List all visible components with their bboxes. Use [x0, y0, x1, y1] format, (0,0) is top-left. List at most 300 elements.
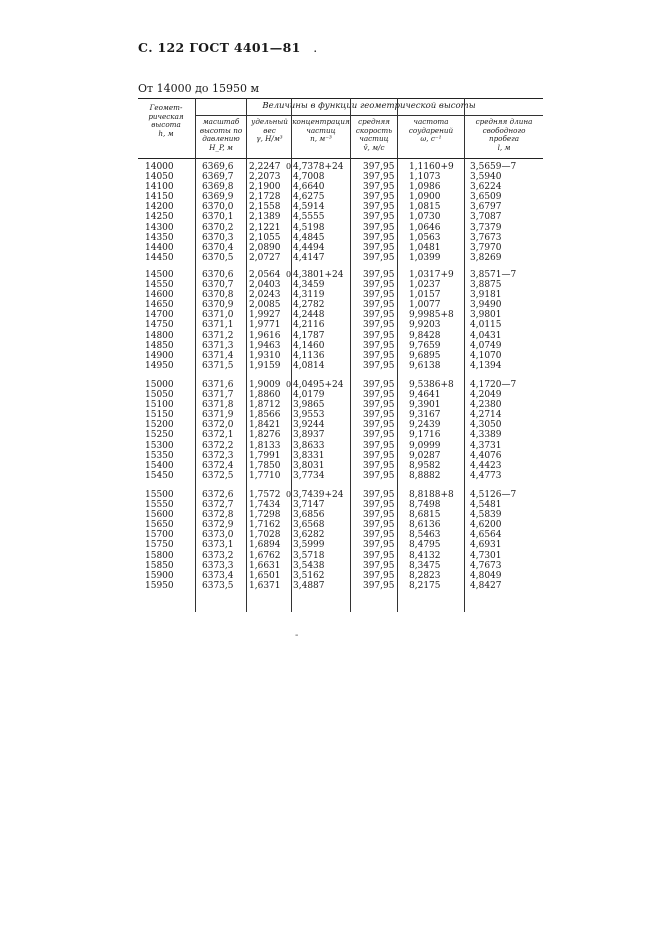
cell-v: 397,95 — [363, 340, 395, 351]
cell-height: 14700 — [145, 310, 174, 321]
cell-l: 4,2049 — [470, 390, 502, 401]
cell-gamma: 1,7298 — [249, 510, 281, 521]
cell-gamma: 1,9009 — [249, 380, 281, 390]
table-row — [138, 461, 543, 471]
cell-l: 4,4773 — [470, 470, 502, 481]
cell-height: 15500 — [145, 490, 174, 500]
cell-v: 397,95 — [363, 202, 395, 213]
cell-gamma: 1,9310 — [249, 350, 281, 361]
cell-gamma: 1,7850 — [249, 460, 281, 471]
table-row — [138, 400, 543, 410]
cell-hp: 6371,9 — [202, 410, 234, 421]
cell-v: 397,95 — [363, 580, 395, 591]
cell-gamma: 2,0085 — [249, 300, 281, 311]
cell-omega: 1,1073 — [409, 172, 441, 183]
cell-v: 397,95 — [363, 430, 395, 441]
table-row — [138, 280, 543, 290]
cell-hp: 6369,6 — [202, 162, 234, 172]
cell-hp: 6373,5 — [202, 580, 234, 591]
cell-n: 3,7734 — [293, 470, 325, 481]
cell-hp: 6372,7 — [202, 500, 234, 511]
cell-l: 4,8049 — [470, 570, 502, 581]
cell-l: 3,7087 — [470, 212, 502, 223]
cell-v: 397,95 — [363, 172, 395, 183]
cell-v: 397,95 — [363, 270, 395, 280]
cell-omega: 1,0815 — [409, 202, 441, 213]
cell-height: 15250 — [145, 430, 174, 441]
cell-gamma: 1,6762 — [249, 550, 281, 561]
cell-hp: 6373,1 — [202, 540, 234, 551]
cell-omega: 9,0999 — [409, 440, 441, 451]
cell-n: 4,6640 — [293, 182, 325, 193]
cell-omega: 9,2439 — [409, 420, 441, 431]
cell-height: 14150 — [145, 192, 174, 203]
cell-gamma: 1,8276 — [249, 430, 281, 441]
cell-n: 3,8031 — [293, 460, 325, 471]
cell-n: 3,7439+24 — [293, 490, 344, 500]
cell-n: 4,1787 — [293, 330, 325, 341]
cell-n: 4,4845 — [293, 232, 325, 243]
cell-height: 14350 — [145, 232, 174, 243]
table-row — [138, 172, 543, 182]
cell-hp: 6372,3 — [202, 450, 234, 461]
cell-v: 397,95 — [363, 440, 395, 451]
cell-hp: 6373,4 — [202, 570, 234, 581]
cell-l: 4,7301 — [470, 550, 502, 561]
cell-height: 15350 — [145, 450, 174, 461]
cell-omega: 1,0237 — [409, 280, 441, 291]
cell-n: 3,8633 — [293, 440, 325, 451]
cell-v: 397,95 — [363, 380, 395, 390]
cell-omega: 1,0646 — [409, 222, 441, 233]
cell-l: 4,1394 — [470, 360, 502, 371]
cell-n: 3,6568 — [293, 520, 325, 531]
cell-l: 4,5839 — [470, 510, 502, 521]
table-row — [138, 202, 543, 212]
cell-zero: 0 — [286, 270, 292, 279]
cell-hp: 6369,7 — [202, 172, 234, 183]
cell-v: 397,95 — [363, 242, 395, 253]
cell-n: 3,5438 — [293, 560, 325, 571]
cell-height: 15150 — [145, 410, 174, 421]
cell-gamma: 2,0727 — [249, 252, 281, 263]
cell-n: 4,7378+24 — [293, 162, 344, 172]
header-bottom-rule — [138, 158, 543, 159]
table-block — [138, 490, 543, 591]
cell-hp: 6372,9 — [202, 520, 234, 531]
cell-gamma: 1,7434 — [249, 500, 281, 511]
table-block — [138, 270, 543, 371]
cell-omega: 9,3167 — [409, 410, 441, 421]
cell-gamma: 1,8712 — [249, 400, 281, 411]
cell-hp: 6371,1 — [202, 320, 234, 331]
table-row — [138, 430, 543, 440]
cell-omega: 9,9203 — [409, 320, 441, 331]
table-row — [138, 471, 543, 481]
table-block — [138, 162, 543, 263]
cell-n: 4,6275 — [293, 192, 325, 203]
cell-hp: 6371,6 — [202, 380, 234, 390]
cell-height: 15550 — [145, 500, 174, 511]
cell-gamma: 1,7991 — [249, 450, 281, 461]
table-row — [138, 331, 543, 341]
cell-hp: 6370,8 — [202, 290, 234, 301]
cell-height: 14400 — [145, 242, 174, 253]
cell-v: 397,95 — [363, 162, 395, 172]
cell-gamma: 1,8566 — [249, 410, 281, 421]
cell-l: 4,1070 — [470, 350, 502, 361]
cell-v: 397,95 — [363, 350, 395, 361]
cell-omega: 9,6138 — [409, 360, 441, 371]
cell-hp: 6372,8 — [202, 510, 234, 521]
cell-hp: 6371,0 — [202, 310, 234, 321]
table-row — [138, 551, 543, 561]
cell-n: 4,7008 — [293, 172, 325, 183]
cell-omega: 8,8882 — [409, 470, 441, 481]
cell-hp: 6372,2 — [202, 440, 234, 451]
cell-v: 397,95 — [363, 232, 395, 243]
cell-l: 3,7379 — [470, 222, 502, 233]
cell-l: 4,3389 — [470, 430, 502, 441]
cell-l: 4,4423 — [470, 460, 502, 471]
cell-v: 397,95 — [363, 550, 395, 561]
cell-gamma: 2,1055 — [249, 232, 281, 243]
cell-zero: 0 — [286, 380, 292, 389]
table-row — [138, 320, 543, 330]
cell-height: 14200 — [145, 202, 174, 213]
cell-n: 3,5999 — [293, 540, 325, 551]
cell-l: 4,1720—7 — [470, 380, 517, 390]
cell-hp: 6370,9 — [202, 300, 234, 311]
cell-n: 3,8331 — [293, 450, 325, 461]
cell-v: 397,95 — [363, 520, 395, 531]
cell-n: 4,4147 — [293, 252, 325, 263]
cell-height: 14000 — [145, 162, 174, 172]
cell-gamma: 1,9463 — [249, 340, 281, 351]
cell-hp: 6372,4 — [202, 460, 234, 471]
cell-l: 3,8269 — [470, 252, 502, 263]
cell-n: 3,5162 — [293, 570, 325, 581]
cell-l: 3,9181 — [470, 290, 502, 301]
cell-gamma: 1,9771 — [249, 320, 281, 331]
cell-l: 4,5481 — [470, 500, 502, 511]
cell-omega: 9,1716 — [409, 430, 441, 441]
col-head-n: концентрация частиц n, м⁻³ — [292, 117, 350, 144]
cell-hp: 6373,3 — [202, 560, 234, 571]
cell-hp: 6371,2 — [202, 330, 234, 341]
cell-v: 397,95 — [363, 530, 395, 541]
cell-gamma: 2,1900 — [249, 182, 281, 193]
cell-gamma: 1,9159 — [249, 360, 281, 371]
cell-l: 4,0749 — [470, 340, 502, 351]
cell-omega: 1,0900 — [409, 192, 441, 203]
col-head-v: средняя скорость частиц v̄, м/с — [355, 117, 393, 152]
cell-omega: 9,9985+8 — [409, 310, 454, 321]
cell-height: 15950 — [145, 580, 174, 591]
table-row — [138, 410, 543, 420]
cell-gamma: 1,8421 — [249, 420, 281, 431]
table-row — [138, 530, 543, 540]
cell-gamma: 1,6631 — [249, 560, 281, 571]
cell-omega: 1,0986 — [409, 182, 441, 193]
table-row — [138, 310, 543, 320]
cell-v: 397,95 — [363, 450, 395, 461]
cell-n: 3,6282 — [293, 530, 325, 541]
cell-hp: 6372,0 — [202, 420, 234, 431]
cell-height: 15300 — [145, 440, 174, 451]
cell-hp: 6370,3 — [202, 232, 234, 243]
cell-height: 14600 — [145, 290, 174, 301]
header-tick: . — [313, 40, 318, 55]
cell-height: 14950 — [145, 360, 174, 371]
table-row — [138, 182, 543, 192]
cell-gamma: 1,7572 — [249, 490, 281, 500]
cell-omega: 1,0157 — [409, 290, 441, 301]
cell-n: 4,0814 — [293, 360, 325, 371]
cell-gamma: 1,9927 — [249, 310, 281, 321]
cell-hp: 6371,5 — [202, 360, 234, 371]
cell-n: 4,2448 — [293, 310, 325, 321]
cell-gamma: 1,7028 — [249, 530, 281, 541]
cell-height: 14050 — [145, 172, 174, 183]
cell-v: 397,95 — [363, 500, 395, 511]
cell-v: 397,95 — [363, 460, 395, 471]
cell-l: 3,6509 — [470, 192, 502, 203]
cell-omega: 1,0563 — [409, 232, 441, 243]
cell-hp: 6371,7 — [202, 390, 234, 401]
cell-omega: 8,3475 — [409, 560, 441, 571]
cell-omega: 8,6815 — [409, 510, 441, 521]
cell-v: 397,95 — [363, 510, 395, 521]
cell-hp: 6370,5 — [202, 252, 234, 263]
cell-omega: 8,8188+8 — [409, 490, 454, 500]
table-block — [138, 380, 543, 481]
cell-height: 14850 — [145, 340, 174, 351]
cell-gamma: 1,6371 — [249, 580, 281, 591]
table-row — [138, 162, 543, 172]
cell-l: 4,0115 — [470, 320, 502, 331]
cell-height: 14800 — [145, 330, 174, 341]
cell-hp: 6370,2 — [202, 222, 234, 233]
cell-v: 397,95 — [363, 470, 395, 481]
cell-hp: 6370,7 — [202, 280, 234, 291]
cell-gamma: 2,1558 — [249, 202, 281, 213]
cell-v: 397,95 — [363, 490, 395, 500]
cell-hp: 6372,5 — [202, 470, 234, 481]
cell-v: 397,95 — [363, 360, 395, 371]
cell-n: 3,8937 — [293, 430, 325, 441]
table-row — [138, 380, 543, 390]
cell-height: 15900 — [145, 570, 174, 581]
cell-n: 4,1136 — [293, 350, 325, 361]
cell-l: 3,6224 — [470, 182, 502, 193]
cell-l: 4,3050 — [470, 420, 502, 431]
table-row — [138, 361, 543, 371]
cell-gamma: 2,1221 — [249, 222, 281, 233]
cell-n: 4,0495+24 — [293, 380, 344, 390]
table-row — [138, 243, 543, 253]
cell-v: 397,95 — [363, 252, 395, 263]
cell-gamma: 2,0403 — [249, 280, 281, 291]
cell-height: 15000 — [145, 380, 174, 390]
cell-n: 3,9553 — [293, 410, 325, 421]
cell-zero: 0 — [286, 490, 292, 499]
cell-n: 4,3459 — [293, 280, 325, 291]
cell-n: 4,5555 — [293, 212, 325, 223]
cell-height: 14900 — [145, 350, 174, 361]
cell-omega: 9,5386+8 — [409, 380, 454, 390]
cell-n: 3,5718 — [293, 550, 325, 561]
col-head-gamma: удельный вес γ, Н/м³ — [251, 117, 288, 144]
cell-omega: 8,6136 — [409, 520, 441, 531]
cell-gamma: 2,1389 — [249, 212, 281, 223]
cell-hp: 6373,0 — [202, 530, 234, 541]
cell-v: 397,95 — [363, 570, 395, 581]
cell-n: 4,5914 — [293, 202, 325, 213]
cell-height: 15400 — [145, 460, 174, 471]
cell-l: 3,7970 — [470, 242, 502, 253]
cell-hp: 6372,1 — [202, 430, 234, 441]
cell-n: 3,4887 — [293, 580, 325, 591]
footer-mark: - — [295, 630, 299, 641]
cell-v: 397,95 — [363, 560, 395, 571]
page-header — [138, 40, 318, 55]
cell-height: 14300 — [145, 222, 174, 233]
table-row — [138, 510, 543, 520]
cell-l: 4,5126—7 — [470, 490, 517, 500]
cell-v: 397,95 — [363, 192, 395, 203]
cell-hp: 6373,2 — [202, 550, 234, 561]
cell-n: 4,3119 — [293, 290, 325, 301]
cell-n: 4,5198 — [293, 222, 325, 233]
cell-v: 397,95 — [363, 410, 395, 421]
cell-gamma: 1,6894 — [249, 540, 281, 551]
cell-l: 3,8571—7 — [470, 270, 517, 280]
cell-omega: 1,0730 — [409, 212, 441, 223]
cell-n: 4,0179 — [293, 390, 325, 401]
table-row — [138, 351, 543, 361]
cell-l: 3,9490 — [470, 300, 502, 311]
group-header: Величины в функции геометрической высоты — [195, 98, 543, 116]
cell-l: 4,6200 — [470, 520, 502, 531]
cell-hp: 6369,8 — [202, 182, 234, 193]
cell-omega: 1,0317+9 — [409, 270, 454, 280]
table-row — [138, 500, 543, 510]
cell-omega: 8,2823 — [409, 570, 441, 581]
cell-n: 4,4494 — [293, 242, 325, 253]
cell-l: 4,7673 — [470, 560, 502, 571]
cell-omega: 8,2175 — [409, 580, 441, 591]
cell-v: 397,95 — [363, 310, 395, 321]
cell-omega: 8,9582 — [409, 460, 441, 471]
cell-height: 15800 — [145, 550, 174, 561]
cell-gamma: 2,2247 — [249, 162, 281, 172]
cell-height: 15650 — [145, 520, 174, 531]
cell-omega: 8,4132 — [409, 550, 441, 561]
cell-height: 15050 — [145, 390, 174, 401]
table-row — [138, 490, 543, 500]
cell-height: 15200 — [145, 420, 174, 431]
cell-v: 397,95 — [363, 182, 395, 193]
cell-v: 397,95 — [363, 330, 395, 341]
table-row — [138, 233, 543, 243]
table-row — [138, 451, 543, 461]
cell-n: 3,6856 — [293, 510, 325, 521]
cell-n: 4,2782 — [293, 300, 325, 311]
cell-hp: 6371,3 — [202, 340, 234, 351]
cell-gamma: 2,0243 — [249, 290, 281, 301]
cell-hp: 6371,4 — [202, 350, 234, 361]
cell-l: 4,2380 — [470, 400, 502, 411]
cell-omega: 9,4641 — [409, 390, 441, 401]
cell-l: 3,8875 — [470, 280, 502, 291]
cell-gamma: 2,0890 — [249, 242, 281, 253]
table-row — [138, 192, 543, 202]
cell-height: 14500 — [145, 270, 174, 280]
cell-v: 397,95 — [363, 280, 395, 291]
cell-l: 4,2714 — [470, 410, 502, 421]
cell-l: 3,7673 — [470, 232, 502, 243]
cell-omega: 8,5463 — [409, 530, 441, 541]
table-row — [138, 270, 543, 280]
cell-n: 4,1460 — [293, 340, 325, 351]
cell-n: 3,9865 — [293, 400, 325, 411]
cell-gamma: 1,9616 — [249, 330, 281, 341]
cell-v: 397,95 — [363, 420, 395, 431]
cell-omega: 9,7659 — [409, 340, 441, 351]
table-row — [138, 341, 543, 351]
cell-v: 397,95 — [363, 290, 395, 301]
cell-height: 15850 — [145, 560, 174, 571]
cell-l: 4,4076 — [470, 450, 502, 461]
cell-l: 3,5940 — [470, 172, 502, 183]
cell-v: 397,95 — [363, 400, 395, 411]
cell-v: 397,95 — [363, 212, 395, 223]
cell-gamma: 2,0564 — [249, 270, 281, 280]
cell-omega: 9,8428 — [409, 330, 441, 341]
cell-height: 14650 — [145, 300, 174, 311]
col-head-hp: масштаб высоты по давлению H_P, м — [199, 117, 243, 152]
cell-gamma: 1,7162 — [249, 520, 281, 531]
table-row — [138, 571, 543, 581]
cell-height: 15450 — [145, 470, 174, 481]
cell-omega: 9,3901 — [409, 400, 441, 411]
cell-l: 4,8427 — [470, 580, 502, 591]
table-row — [138, 441, 543, 451]
cell-l: 4,6564 — [470, 530, 502, 541]
cell-omega: 9,6895 — [409, 350, 441, 361]
range-subtitle: От 14000 до 15950 м — [138, 82, 260, 95]
cell-height: 14750 — [145, 320, 174, 331]
cell-n: 3,9244 — [293, 420, 325, 431]
table-row — [138, 540, 543, 550]
table-row — [138, 520, 543, 530]
cell-height: 15750 — [145, 540, 174, 551]
table-row — [138, 290, 543, 300]
cell-l: 4,0431 — [470, 330, 502, 341]
cell-height: 14450 — [145, 252, 174, 263]
cell-gamma: 1,6501 — [249, 570, 281, 581]
cell-l: 4,3731 — [470, 440, 502, 451]
cell-l: 3,5659—7 — [470, 162, 517, 172]
cell-v: 397,95 — [363, 222, 395, 233]
page-title: С. 122 ГОСТ 4401—81 — [138, 40, 301, 55]
table-row — [138, 561, 543, 571]
cell-omega: 1,0399 — [409, 252, 441, 263]
cell-gamma: 1,7710 — [249, 470, 281, 481]
cell-gamma: 1,8133 — [249, 440, 281, 451]
cell-zero: 0 — [286, 162, 292, 171]
